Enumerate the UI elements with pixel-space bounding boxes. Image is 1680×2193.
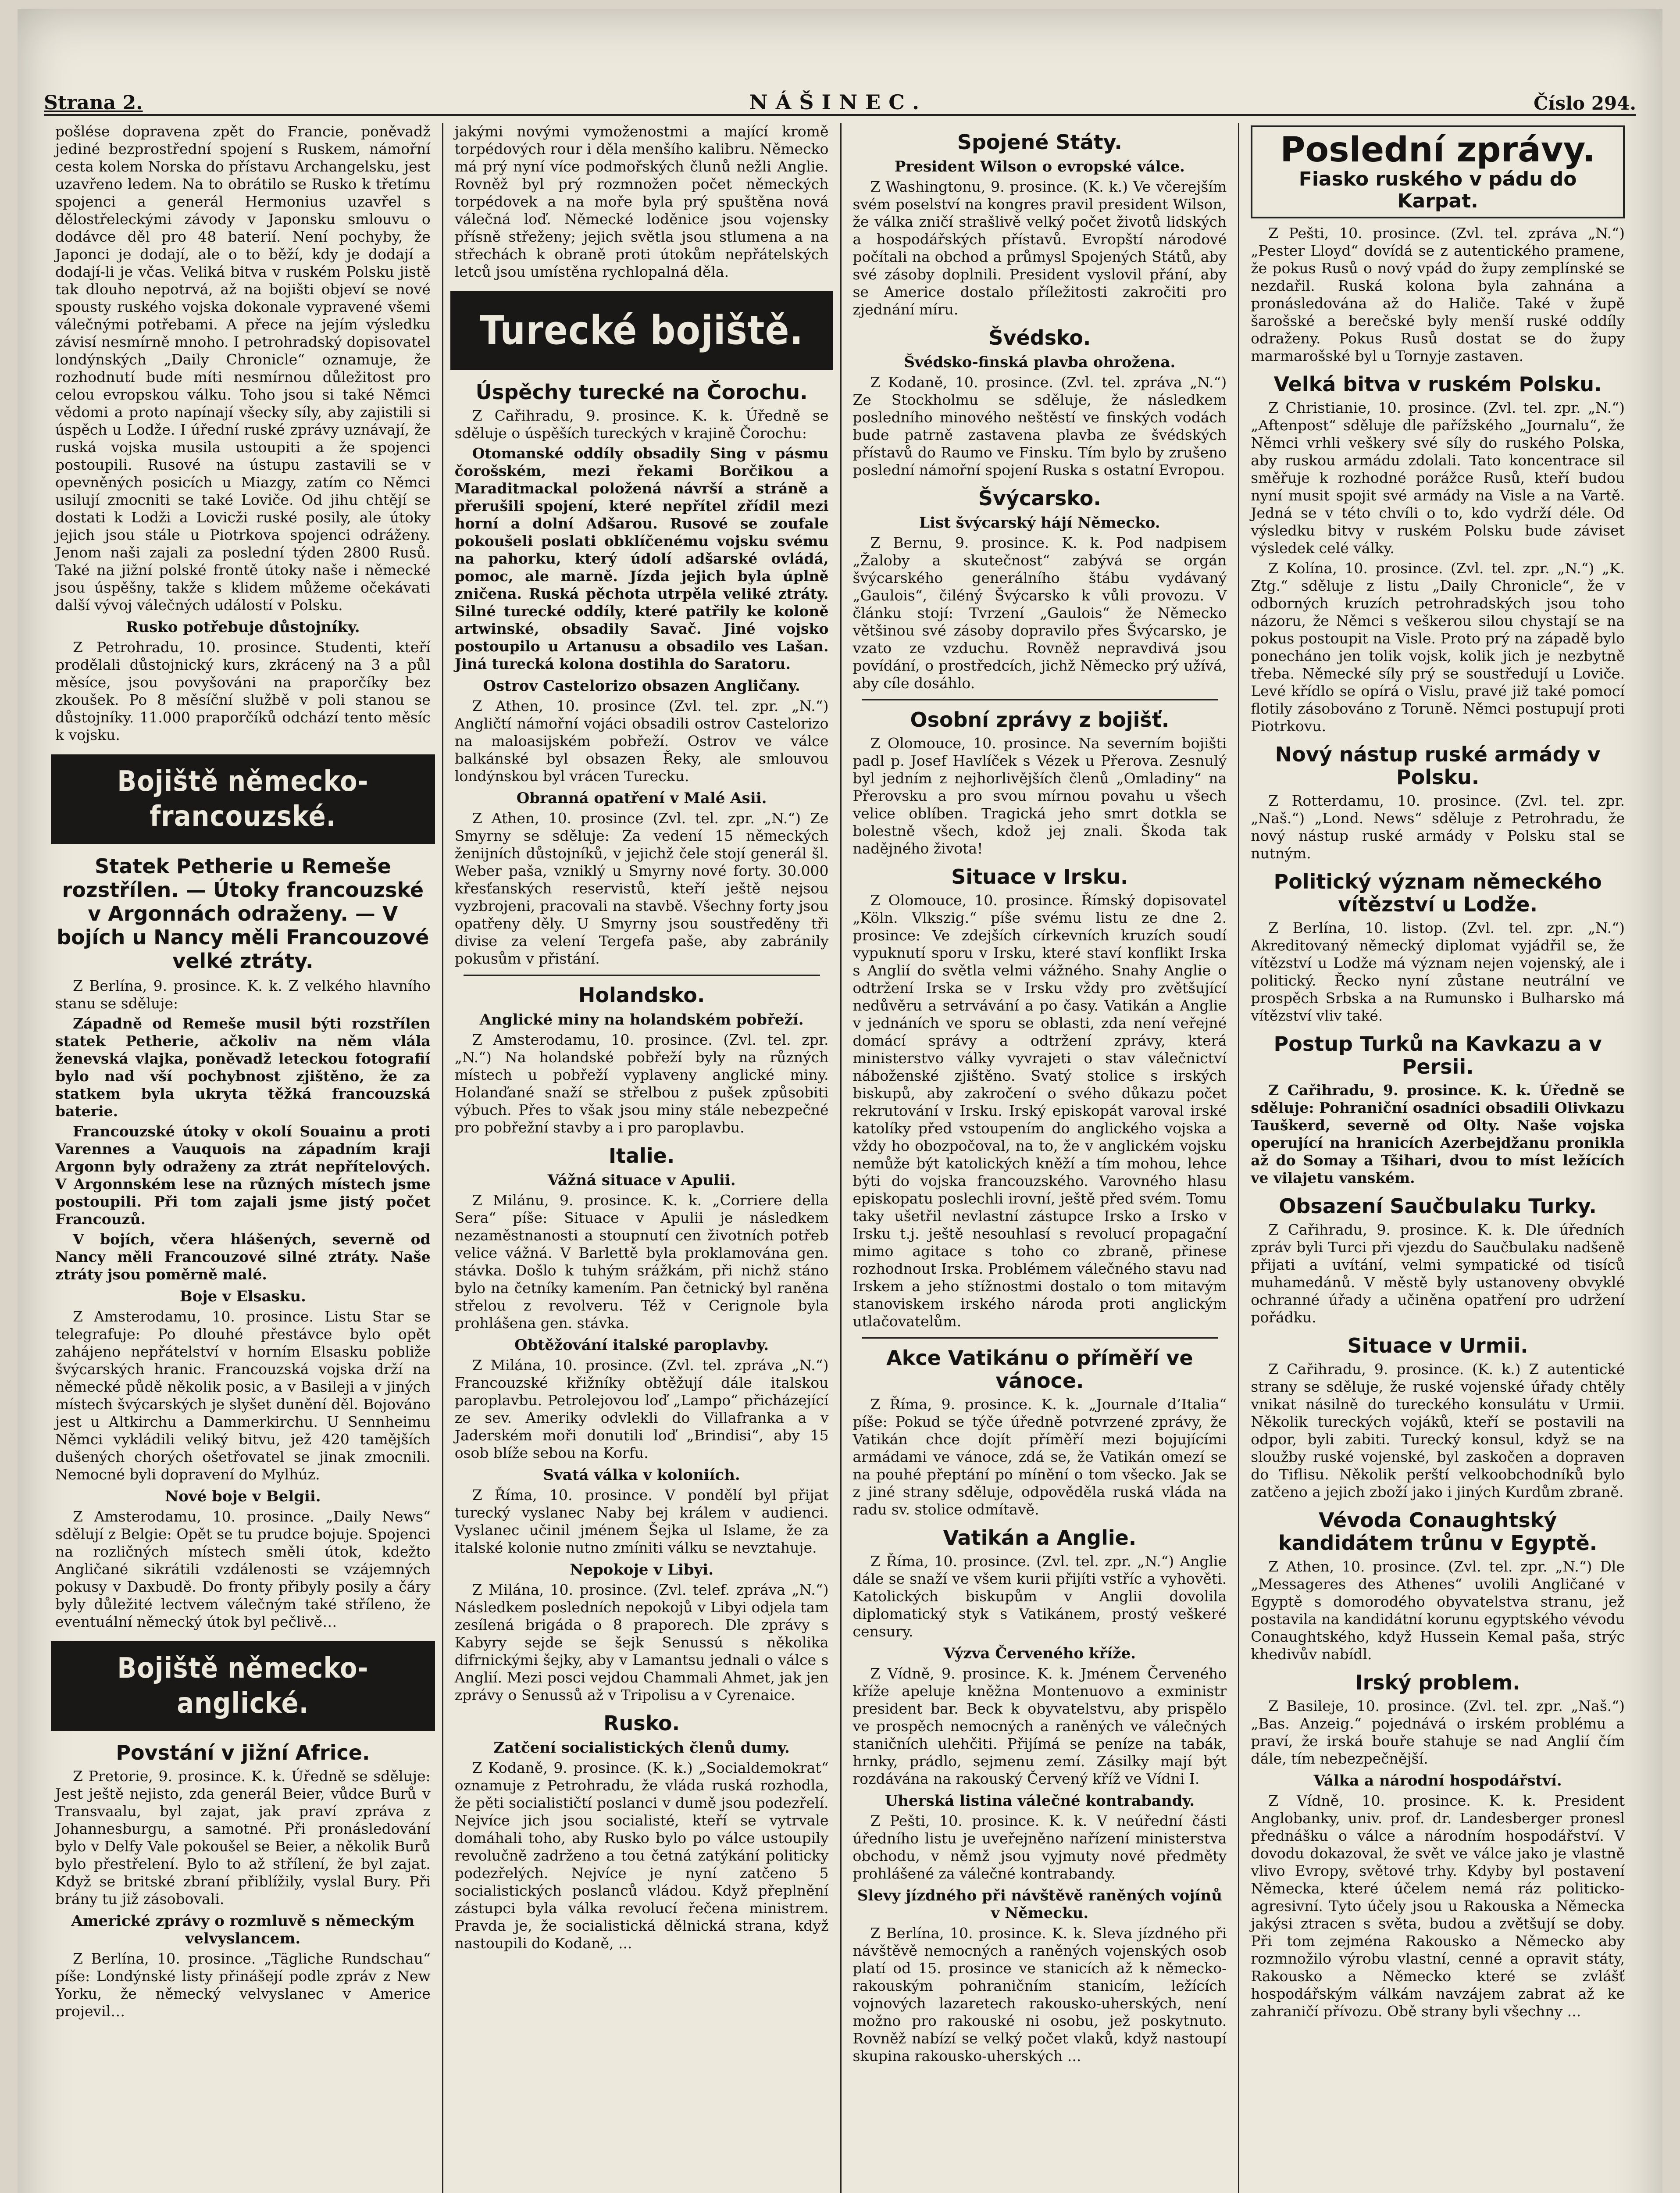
article-text: Z Cařihradu, 9. prosince. K. k. Úředně se sděluje: Pohraniční osadníci obsadili Olivkazu Tauškerd, severně od Olty. Naše vojska operující na hranicích Azerbejdžanu pronikla až do Somay a Tšihari, dvou to míst ležících ve vilajetu vanském. xyxy=(1251,1082,1625,1186)
article-text: Z Berlína, 10. prosince. „Tägliche Rundschau“ píše: Londýnské listy přinášejí podle zpráv z New Yorku, že německý velvyslanec v Americe projevil… xyxy=(55,1950,431,2020)
article-heading: Výzva Červeného kříže. xyxy=(943,1645,1136,1662)
article-text: pošlése dopravena zpět do Francie, poněvadž jediné bezprostřední spojení s Ruskem, námořní cesta kolem Norska do přístavu Archangelsku, jest uzavřeno ledem. Na to obrátilo se Rusko k třetímu spojenci a generál Hermonius uzavřel s dělostřeleckými závody v Japonsku smlouvu o dodávce děl pro 48 baterií. Není pochyby, že Japonci je dodají, ale o to běží, kdy je dodají a dodají-li je včas. Veliká bitva v ruském Polsku jistě tak dlouho nepotrvá, až na bojišti objeví se nové spousty ruského vojska dokonale vypravené všemi válečnými potřebami. A přece na jejím výsledku závisí nesmírně mnoho. I petrohradský dopisovatel londýnských „Daily Chronicle“ oznamuje, že rozhodnutí bude míti nesmírnou důležitost pro celou evropskou válku. Toho jsou si také Němci vědomi a proto napínají všecky síly, aby zajistili si úspěch u Lodže. I úřední ruské zprávy uznávají, že ruská vojska musila ustoupiti a že spojenci postoupili. Rusové na ústupu zastavili se v opevněných posicích u Miazgy, zatím co Němci usilují zmocniti se také Loviče. Od jihu chtějí se dostati k Lodži a Lovicži ruské posily, ale útoky jejich jsou stále u Piotrkova spojenci odráženy. Jenom naši zajali za poslední týden 2800 Rusů. Také na jižní polské frontě útoky naše i německé jsou úspěšny, takže s klidem můžeme očekávati další vývoj válečných událostí v Polsku. xyxy=(55,123,431,614)
article-text: Západně od Remeše musil býti rozstřílen statek Petherie, ačkoliv na něm vlála ženevská vlajka, poněvadž leteckou fotografií bylo nad vší pochybnost zjištěno, že za statkem byla ukryta těžká francouzská baterie. xyxy=(55,1015,431,1120)
article-heading: Nepokoje v Libyi. xyxy=(570,1561,714,1579)
article-text: Francouzské útoky v okolí Souainu a proti Varennes a Vauquois na západním kraji Argonn byly odraženy za ztrát nepřítelových. V Argonnském lese na různých místech jsme postoupili. Při tom zajali jsme jistý počet Francouzů. xyxy=(55,1123,431,1228)
article-heading: Vážná situace v Apulii. xyxy=(547,1172,736,1189)
article-text: Z Athen, 10. prosince. (Zvl. tel. zpr. „N.“) Dle „Messageres des Athenes“ uvolili Angličané v Egyptě s domorodého obyvatelstva stranu, jež postavila na kandidátní korunu egyptského vévodu Conaughtského, když Hussein Kemal paša, strýc khedivův nabídl. xyxy=(1251,1558,1625,1663)
article-heading: Obranná opatření v Malé Asii. xyxy=(516,789,767,807)
section-heading: Situace v Urmii. xyxy=(1347,1334,1528,1357)
section-heading: Akce Vatikánu o příměří ve vánoce. xyxy=(886,1346,1193,1393)
article-heading: Nové boje v Belgii. xyxy=(165,1488,321,1505)
section-heading: Velká bitva v ruském Polsku. xyxy=(1273,372,1602,396)
column-3 xyxy=(840,123,1238,2193)
newspaper-page xyxy=(18,9,1662,2193)
article-text: Z Amsterodamu, 10. prosince. (Zvl. tel. zpr. „N.“) Na holandské pobřeží byly na různých místech u pobřeží vyplaveny anglické miny. Holanďané snaží se střelbou z pušek způsobiti výbuch. Přes to však jsou miny stále nebezpečné pro pobřežní stavby a i pro paroplavbu. xyxy=(454,1031,829,1136)
column-4 xyxy=(1238,123,1636,2193)
section-heading: Švýcarsko. xyxy=(978,486,1101,510)
issue-number: Číslo 294. xyxy=(1534,93,1636,114)
paper-name: NÁŠINEC. xyxy=(749,90,927,114)
article-heading: Zatčení socialistických členů dumy. xyxy=(493,1739,790,1757)
article-text: Z Athen, 10. prosince (Zvl. tel. zpr. „N.“) Angličtí námořní vojáci obsadili ostrov Castelorizo na maloasijském pobřeží. Ostrov ve válce balkánské byl obsazen Řeky, ale smlouvou londýnskou byl vrácen Turecku. xyxy=(454,697,829,785)
columns xyxy=(44,123,1636,2193)
divider xyxy=(464,975,820,976)
section-heading: Švédsko. xyxy=(988,326,1091,350)
column-1 xyxy=(44,123,442,2193)
article-text: Z Pešti, 10. prosince. (Zvl. tel. zpráva „N.“) „Pester Lloyd“ dovídá se z autentického pramene, že pokus Rusů o nový vpád do župy zemplínské se nezdařil. Ruská kolona byla zahnána a pronásledována až do Haliče. Také v župě šarošské a berečské byly menší ruské oddíly odraženy. Pokus Rusů dostat se do župy marmarošské byl u Tornyje zastaven. xyxy=(1251,225,1625,364)
article-text: Z Petrohradu, 10. prosince. Studenti, kteří prodělali důstojnický kurs, zkrácený na 3 a půl měsíce, jsou povyšováni na praporčíky bez zkoušek. Po 8 měsíční službě v poli stanou se důstojníky. 11.000 praporčíků odchází tento měsíc k vojsku. xyxy=(55,639,431,743)
article-heading: President Wilson o evropské válce. xyxy=(894,158,1185,175)
article-text: Z Kolína, 10. prosince. (Zvl. tel. zpr. „N.“) „K. Ztg.“ sděluje z listu „Daily Chronicle“, že v odborných kruzích petrohradských jsou toho názoru, že Němci s veškerou silou chystají se na pokus postoupit na Visle. Proto prý na západě bylo ponecháno jen tolik vojsk, kolik jich je nezbytně třeba. Německé síly prý se soustředují u Loviče. Levé křídlo se opírá o Vislu, pravé již také pomocí flotily zásobováno z Toruně. Němci postupují proti Piotrkovu. xyxy=(1251,560,1625,735)
section-heading: Postup Turků na Kavkazu a v Persii. xyxy=(1273,1032,1602,1079)
headline: Fiasko ruského v pádu do Karpat. xyxy=(1298,168,1577,212)
article-text: V bojích, včera hlášených, severně od Nancy měli Francouzové silné ztráty. Naše ztráty jsou poměrně malé. xyxy=(55,1231,431,1283)
article-text: Z Amsterodamu, 10. prosince. „Daily News“ sdělují z Belgie: Opět se tu prudce bojuje. Spojenci na rozličných místech směli útok, kdežto Angličané sikrátili vzdálenosti se vzájemných pokusy v Daxbudě. Do fronty přibyly posily a čáry byly důležité lectvem válečným také stříleno, že eventuální německý útok byl pečlivě… xyxy=(55,1508,431,1630)
section-heading: Nový nástup ruské armády v Polsku. xyxy=(1275,743,1601,789)
article-heading: Rusko potřebuje důstojníky. xyxy=(126,618,360,636)
article-text: Z Berlína, 10. prosince. K. k. Sleva jízdného při návštěvě nemocných a raněných vojenských osob platí od 15. prosince ve stanicích až k německo-rakouským pohraničním stanicím, ležících vojnových lazaretech rakousko-uherských, není možno pro rakouské ni osobu, jež poskytnuto. Rovněž nabízí se velký počet vlaků, když nastoupí skupina rakousko-uherských ... xyxy=(852,1925,1227,2064)
divider xyxy=(862,699,1218,700)
section-banner: Bojiště německo-francouzské. xyxy=(51,754,435,844)
article-heading: Boje v Elsasku. xyxy=(179,1288,306,1305)
article-text: Otomanské oddíly obsadily Sing v pásmu čorošském, mezi řekami Borčikou a Maraditmackal položená návrší a stráně a přerušili spojení, které nepřítel zřídil mezi horní a dolní Adšarou. Rusové se zoufale pokoušeli poslati obklíčenému vojsku svému na pahorku, který údolí adšarské ovládá, pomoc, ale marně. Jízda jejich byla úplně zničena. Ruská pěchota utrpěla veliké ztráty. Silné turecké oddíly, které patřily ke koloně artwinské, obsadily Savač. Jiné vojsko postoupilo u Artanusu a obsadilo ves Lašan. Jiná turecká kolona dostihla do Saratoru. xyxy=(454,445,829,672)
article-text: Z Berlína, 9. prosince. K. k. Z velkého hlavního stanu se sděluje: xyxy=(55,977,431,1012)
article-text: Z Cařihradu, 9. prosince. K. k. Úředně se sděluje o úspěších tureckých v krajině Čorochu: xyxy=(454,407,829,442)
article-heading: Povstání v jižní Africe. xyxy=(116,1741,370,1764)
masthead xyxy=(44,75,1636,116)
article-text: Z Vídně, 9. prosince. K. k. Jménem Červeného kříže apeluje kněžna Montenuovo a exministr president bar. Beck k obyvatelstvu, aby prispělo ve prospěch nemocných a raněných ve válečných staničních ulehčiti. Přijímá se peníze na tabák, hrnky, prádlo, sejmenu zemí. Zásilky mají být rozdávána na rakouský Červený kříž ve Vídni I. xyxy=(852,1665,1227,1787)
article-heading: Svatá válka v koloniích. xyxy=(543,1466,740,1484)
column-2 xyxy=(442,123,840,2193)
article-text: jakými novými vymoženostmi a mající kromě torpédových rour i děla menšího kalibru. Německo má prý nyní více podmořských člunů nežli Anglie. Rovněž byl prý rozmnožen počet německých torpédovek a na moře byla prý spuštěna nová válečná loď. Německé loděnice jsou vojensky přísně střeženy; jejich světla jsou stlumena a na střechách k obraně proti útokům nepřátelských letců jsou umístěna rychlopalná děla. xyxy=(454,123,829,280)
section-heading: Vatikán a Anglie. xyxy=(943,1526,1137,1550)
article-heading: Americké zprávy o rozmluvě s německým velvyslancem. xyxy=(71,1912,415,1947)
section-heading: Holandsko. xyxy=(578,983,705,1007)
latest-news-box xyxy=(1251,125,1625,218)
article-heading: Válka a národní hospodářství. xyxy=(1313,1772,1562,1789)
article-text: Z Pešti, 10. prosince. K. k. V neúřední části úředního listu je uveřejněno nařízení ministerstva obchodu, v němž jsou vyjmuty nové předměty prohlášené za válečné kontrabandy. xyxy=(852,1812,1227,1882)
article-text: Z Bernu, 9. prosince. K. k. Pod nadpisem „Žaloby a skutečnost“ zabývá se orgán švýcarského generálního štábu vydávaný „Gaulois“, čiléný Švýcarsko k vůli provozu. V článku stojí: Tvrzení „Gaulois“ že Německo většinou své zásoby dopravilo přes Švýcarsko, je vzato ze vzduchu. Rovněž nepravdivá jsou povídání, o prostředcích, jichž Německo prý užívá, aby cíle dosáhlo. xyxy=(852,534,1227,692)
article-text: Z Olomouce, 10. prosince. Na severním bojišti padl p. Josef Havlíček s Vézek u Přerova. Zesnulý byl jedním z nejhorlivějších členů „Omladiny“ na Přerovsku a pro svou mírnou povahu u všech velice oblíben. Tragická jeho smrt dotkla se bolestně všech, kdož jej znali. Škoda tak nadějného života! xyxy=(852,735,1227,857)
article-heading: Švédsko-finská plavba ohrožena. xyxy=(904,354,1176,371)
article-text: Z Milána, 10. prosince. (Zvl. tel. zpráva „N.“) Francouzské křižníky obtěžují dále italskou paroplavbu. Petrolejovou loď „Lampo“ přicházející ze sev. Ameriky odvlekli do Villafranka a v Jaderském moři donutili loď „Brindisi“, aby 15 osob blíže sebou na Korfu. xyxy=(454,1357,829,1461)
article-text: Z Kodaně, 10. prosince. (Zvl. tel. zpráva „N.“) Ze Stockholmu se sděluje, že následkem posledního minového neštěstí ve finských vodách bude patrně zastavena plavba ze švédských přístavů do Raumo ve Finsku. Tím bylo by zrušeno poslední námořní spojení Ruska s ostatní Evropou. xyxy=(852,374,1227,479)
section-heading: Italie. xyxy=(608,1144,675,1168)
latest-news-title: Poslední zprávy. xyxy=(1280,130,1595,170)
headline: Úspěchy turecké na Čorochu. xyxy=(475,380,808,404)
article-text: Z Rotterdamu, 10. prosince. (Zvl. tel. zpr. „Naš.“) „Lond. News“ sděluje z Petrohradu, že nový nástup ruské armády v Polsku stal se nutným. xyxy=(1251,792,1625,862)
article-text: Z Milána, 10. prosince. (Zvl. telef. zpráva „N.“) Následkem posledních nepokojů v Libyi odjela tam zesílená brigáda o 8 praporech. Dle zprávy s Kabyry sejde se šejk Senussú s několika difrnickými šejky, aby v Lamantsu jednali o válce s Anglií. Mezi posci vejdou Chammali Ahmet, jak jen zprávy o Senussů až v Tripolisu a v Cyrenaice. xyxy=(454,1581,829,1704)
section-heading: Osobní zprávy z bojišť. xyxy=(910,708,1170,732)
section-heading: Situace v Irsku. xyxy=(951,865,1128,889)
section-banner: Bojiště německo-anglické. xyxy=(51,1641,435,1731)
article-heading: List švýcarský hájí Německo. xyxy=(919,514,1160,532)
section-heading: Irský problem. xyxy=(1355,1671,1520,1694)
article-text: Z Amsterodamu, 10. prosince. Listu Star se telegrafuje: Po dlouhé přestávce bylo opět zahájeno nepřátelství v horním Elsasku pobliže švýcarských hranic. Francouzská vojska drží na německé půdě několik posic, a v Basileji a v jiných místech švýcarských je slyšet dunění děl. Bojováno jest u Altkirchu a Dammerkirchu. U Sennheimu Němci vykládili veliký bitvu, jež 420 tamějších dušených chorých ošetřovatel se jinak zmocnili. Nemocné byli dopravení do Mylhúz. xyxy=(55,1308,431,1483)
article-text: Z Olomouce, 10. prosince. Římský dopisovatel „Köln. Vlkszig.“ píše svému listu ze dne 2. prosince: Ve zdejších církevních kruzích soudí vypuknutí sporu v Irsku, které staví konflikt Irska s Anglií do světla velmi vážného. Snahy Anglie o odtržení Irska se v Irsku vždy pro zvětšující nedůvěru a setrvávání a po časy. Vatikán a Anglie v jednáních ve sporu se oblasti, zda není veřejné domácí správy a odtržení zprávy, která ministerstvo války vyvrajeti o stav válečnictví náboženské zjištěno. Svatý stolice s irských biskupů, aby zakročení o svého důkazu počet rekrutování v Irsku. Irský episkopát varoval irské katolíky před vstoupením do anglického vojska a vždy ho obozpočoval, na to, že v anglickém vojsku nemůže být katolických kněží a tím mohou, lehce býti do vojska francouzského. Varovného hlasu episkopatu poslechli irovní, ještě před svém. Tomu taky ušetřil nevlastní zástupce Irsko a Irsko v Irsku t.j. ještě nesouhlasí s revolucí propagační mimo agitace s toho co zbraně, přinese rozhodnout Irska. Problémem válečného stavu nad Irskem a jeho stížnostmi dostalo o tom mitavým stanoviskem irského národa proti anglickým utlačovatelům. xyxy=(852,892,1227,1330)
article-heading: Ostrov Castelorizo obsazen Angličany. xyxy=(483,677,800,695)
article-text: Z Vídně, 10. prosince. K. k. President Anglobanky, univ. prof. dr. Landesberger pronesl přednášku o válce a národním hospodářství. V dovodu dokazoval, že svět ve válce jako je vlastně vlivo Evropy, světové trhy. Kdyby byl postavení Německa, které účelem nemá ráz politicko-agresivní. Tyto účely jsou u Rakouska a Německa jakýsi ztracen s světa, budou a zvětšují se doby. Při tom zejména Rakousko a Německo aby rozmnožilo výrobu vlastní, cenné a opravit státy, Rakousko a Německo které se zvlášť hospodářským válkám navzájem zabrat až ke zahraničí přívozu. Obě strany byli všechny ... xyxy=(1251,1792,1625,2020)
article-text: Z Christianie, 10. prosince. (Zvl. tel. zpr. „N.“) „Aftenpost“ sděluje dle pařížského „Journalu“, že Němci vrhli veškery své síly do ruského Polska, aby ruskou armádu zdolali. Tato koncentrace sil směřuje k rozhodné porážce Rusů, kteří budou nyní musit spojit své armády na Visle a na Vartě. Jedná se v této chvíli o to, kdo vydrží déle. Od výsledku bitvy v ruském Polsku bude záviset výsledek celé války. xyxy=(1251,399,1625,557)
article-heading: Anglické miny na holandském pobřeží. xyxy=(479,1011,804,1029)
section-heading: Obsazení Saučbulaku Turky. xyxy=(1279,1194,1597,1218)
divider xyxy=(862,1337,1218,1339)
article-text: Z Athen, 10. prosince (Zvl. tel. zpr. „N.“) Ze Smyrny se sděluje: Za vedení 15 německých ženijních důstojníků, v jejichž čele stojí generál šl. Weber paša, vzniklý u Smyrny nové forty. 30.000 křesťanských reservistů, kteří ještě nejsou vyzbrojeni, pracovali na stavbě. Všechny forty jsou opatřeny děly. U Smyrny jsou soustředěny tři divise za velení Tergefa paše, aby zabránily pokusům v přistání. xyxy=(454,810,829,967)
article-heading: Obtěžování italské paroplavby. xyxy=(514,1336,769,1354)
article-text: Z Cařihradu, 9. prosince. (K. k.) Z autentické strany se sděluje, že ruské vojenské úřady chtěly vnikat násilně do tureckého konsulátu v Urmii. Několik tureckých vojáků, kteří se postavili na odpor, byli zabiti. Turecký konsul, když se na sloužby ruské vojenské, byl zaskočen a dopraven do Tiflisu. Několik perští velkoobchodníků bylo zatčeno a jejich zboží jako i jiných Kurdům zbraně. xyxy=(1251,1361,1625,1500)
article-heading: Uherská listina válečné kontrabandy. xyxy=(885,1792,1195,1810)
page-label: Strana 2. xyxy=(44,92,143,114)
article-text: Z Milánu, 9. prosince. K. k. „Corriere della Sera“ píše: Situace v Apulii je následkem nezaměstnanosti a stoupnutí cen životních potřeb velice vážná. V Barlettě byla proklamována gen. stávka. Došlo k tuhým srážkám, při nichž stáno bylo na četníky kamením. Pan četnický byl raněna střelou z revolveru. Též v Cerignole byla prohlášena gen. stávka. xyxy=(454,1192,829,1332)
section-heading: Rusko. xyxy=(603,1711,680,1735)
section-banner: Turecké bojiště. xyxy=(450,291,833,370)
article-text: Z Berlína, 10. listop. (Zvl. tel. zpr. „N.“) Akreditovaný německý diplomat vyjádřil se, že vítězství u Lodže má význam nejen vojenský, ale i politický. Řecko nyní zůstane neutrální ve prospěch Srbska a na Rumunsko i Bulharsko má vítězství vliv také. xyxy=(1251,919,1625,1024)
article-text: Z Říma, 10. prosince. V pondělí byl přijat turecký vyslanec Naby bej králem v audienci. Vyslanec učinil jménem Šejka ul Islame, že za italské kolonie nutno zmíniti válku se nevztahuje. xyxy=(454,1486,829,1556)
article-heading: Slevy jízdného při návštěvě raněných vojínů v Německu. xyxy=(857,1887,1222,1922)
section-heading: Spojené Státy. xyxy=(957,130,1122,154)
article-text: Z Kodaně, 9. prosince. (K. k.) „Socialdemokrat“ oznamuje z Petrohradu, že vláda ruská rozhodla, že pěti socialističtí poslanci v dumě jsou podezřelí. Nejvíce jich jsou socialisté, kteří se vytrvale domáhali toho, aby Rusko bylo po válce ustoupily revolučně zadrženo a tou četná zatýkání politicky podezřelých. Nejvíce je nyní zatčeno 5 socialistických poslanců vládou. Když přeplnění zástupci byla válka revolucí řečena ministrem. Pravda je, že socialistická dělnická strana, když nastoupili do Kodaně, ... xyxy=(454,1759,829,1952)
section-heading: Politický význam německého vítězství u Lodže. xyxy=(1273,870,1602,916)
article-text: Z Washingtonu, 9. prosince. (K. k.) Ve včerejším svém poselství na kongres pravil president Wilson, že válka zničí strašlivě velký počet životů lidských a hospodářských přístavů. Evropští národové počítali na obchod a průmysl Spojených Států, aby své zásoby doplnili. President vyslovil přání, aby se Americe dostalo příležitosti zakročiti pro zjednání míru. xyxy=(852,178,1227,318)
article-text: Z Pretorie, 9. prosince. K. k. Úředně se sděluje: Jest ještě nejisto, zda generál Beier, vůdce Burů v Transvaalu, byl zajat, jak praví zpráva z Johannesburgu, a samotné. Při pronásledování bylo v Delfy Vale pokoušel se Beier, a několik Burů bylo přestřelení. Bylo to až střílení, že byl zajat. Když se britské zbraní přiblížily, vyslal Bury. Při brány tu již zásobovali. xyxy=(55,1768,431,1907)
headline: Statek Petherie u Remeše rozstřílen. — Útoky francouzské v Argonnách odraženy. — V bojích u Nancy měli Francouzové velké ztráty. xyxy=(57,854,429,973)
article-text: Z Cařihradu, 9. prosince. K. k. Dle úředních zpráv byli Turci při vjezdu do Saučbulaku nadšeně přijati a uvítání, velmi sympatické od tisíců muhamedánů. V městě byly ustanoveny obvyklé ochranné úřady a učiněna opatření pro udržení pořádku. xyxy=(1251,1221,1625,1326)
article-text: Z Basileje, 10. prosince. (Zvl. tel. zpr. „Naš.“) „Bas. Anzeig.“ pojednává o irském problému a praví, že irská bouře stahuje se nad Anglií čím dále, tím nebezpečnější. xyxy=(1251,1697,1625,1767)
section-heading: Vévoda Conaughtský kandidátem trůnu v Egyptě. xyxy=(1278,1508,1598,1555)
article-text: Z Říma, 9. prosince. K. k. „Journale d’Italia“ píše: Pokud se týče úředně potvrzené zprávy, že Vatikán chce dojít příměří mezi bojujícími armádami ve vánoce, zdá se, že Vatikán omezí se na pouhé přeptání po mínění o tom všecko. Jak se z jiné strany sděluje, odpověděla ruská vláda na radu sv. stolice odmítavě. xyxy=(852,1396,1227,1518)
article-text: Z Říma, 10. prosince. (Zvl. tel. zpr. „N.“) Anglie dále se snaží ve všem kurii přijíti vstříc a vyhověti. Katolických biskupům v Anglii dovolila diplomatický styk s Vatikánem, prostý veškeré censury. xyxy=(852,1553,1227,1640)
